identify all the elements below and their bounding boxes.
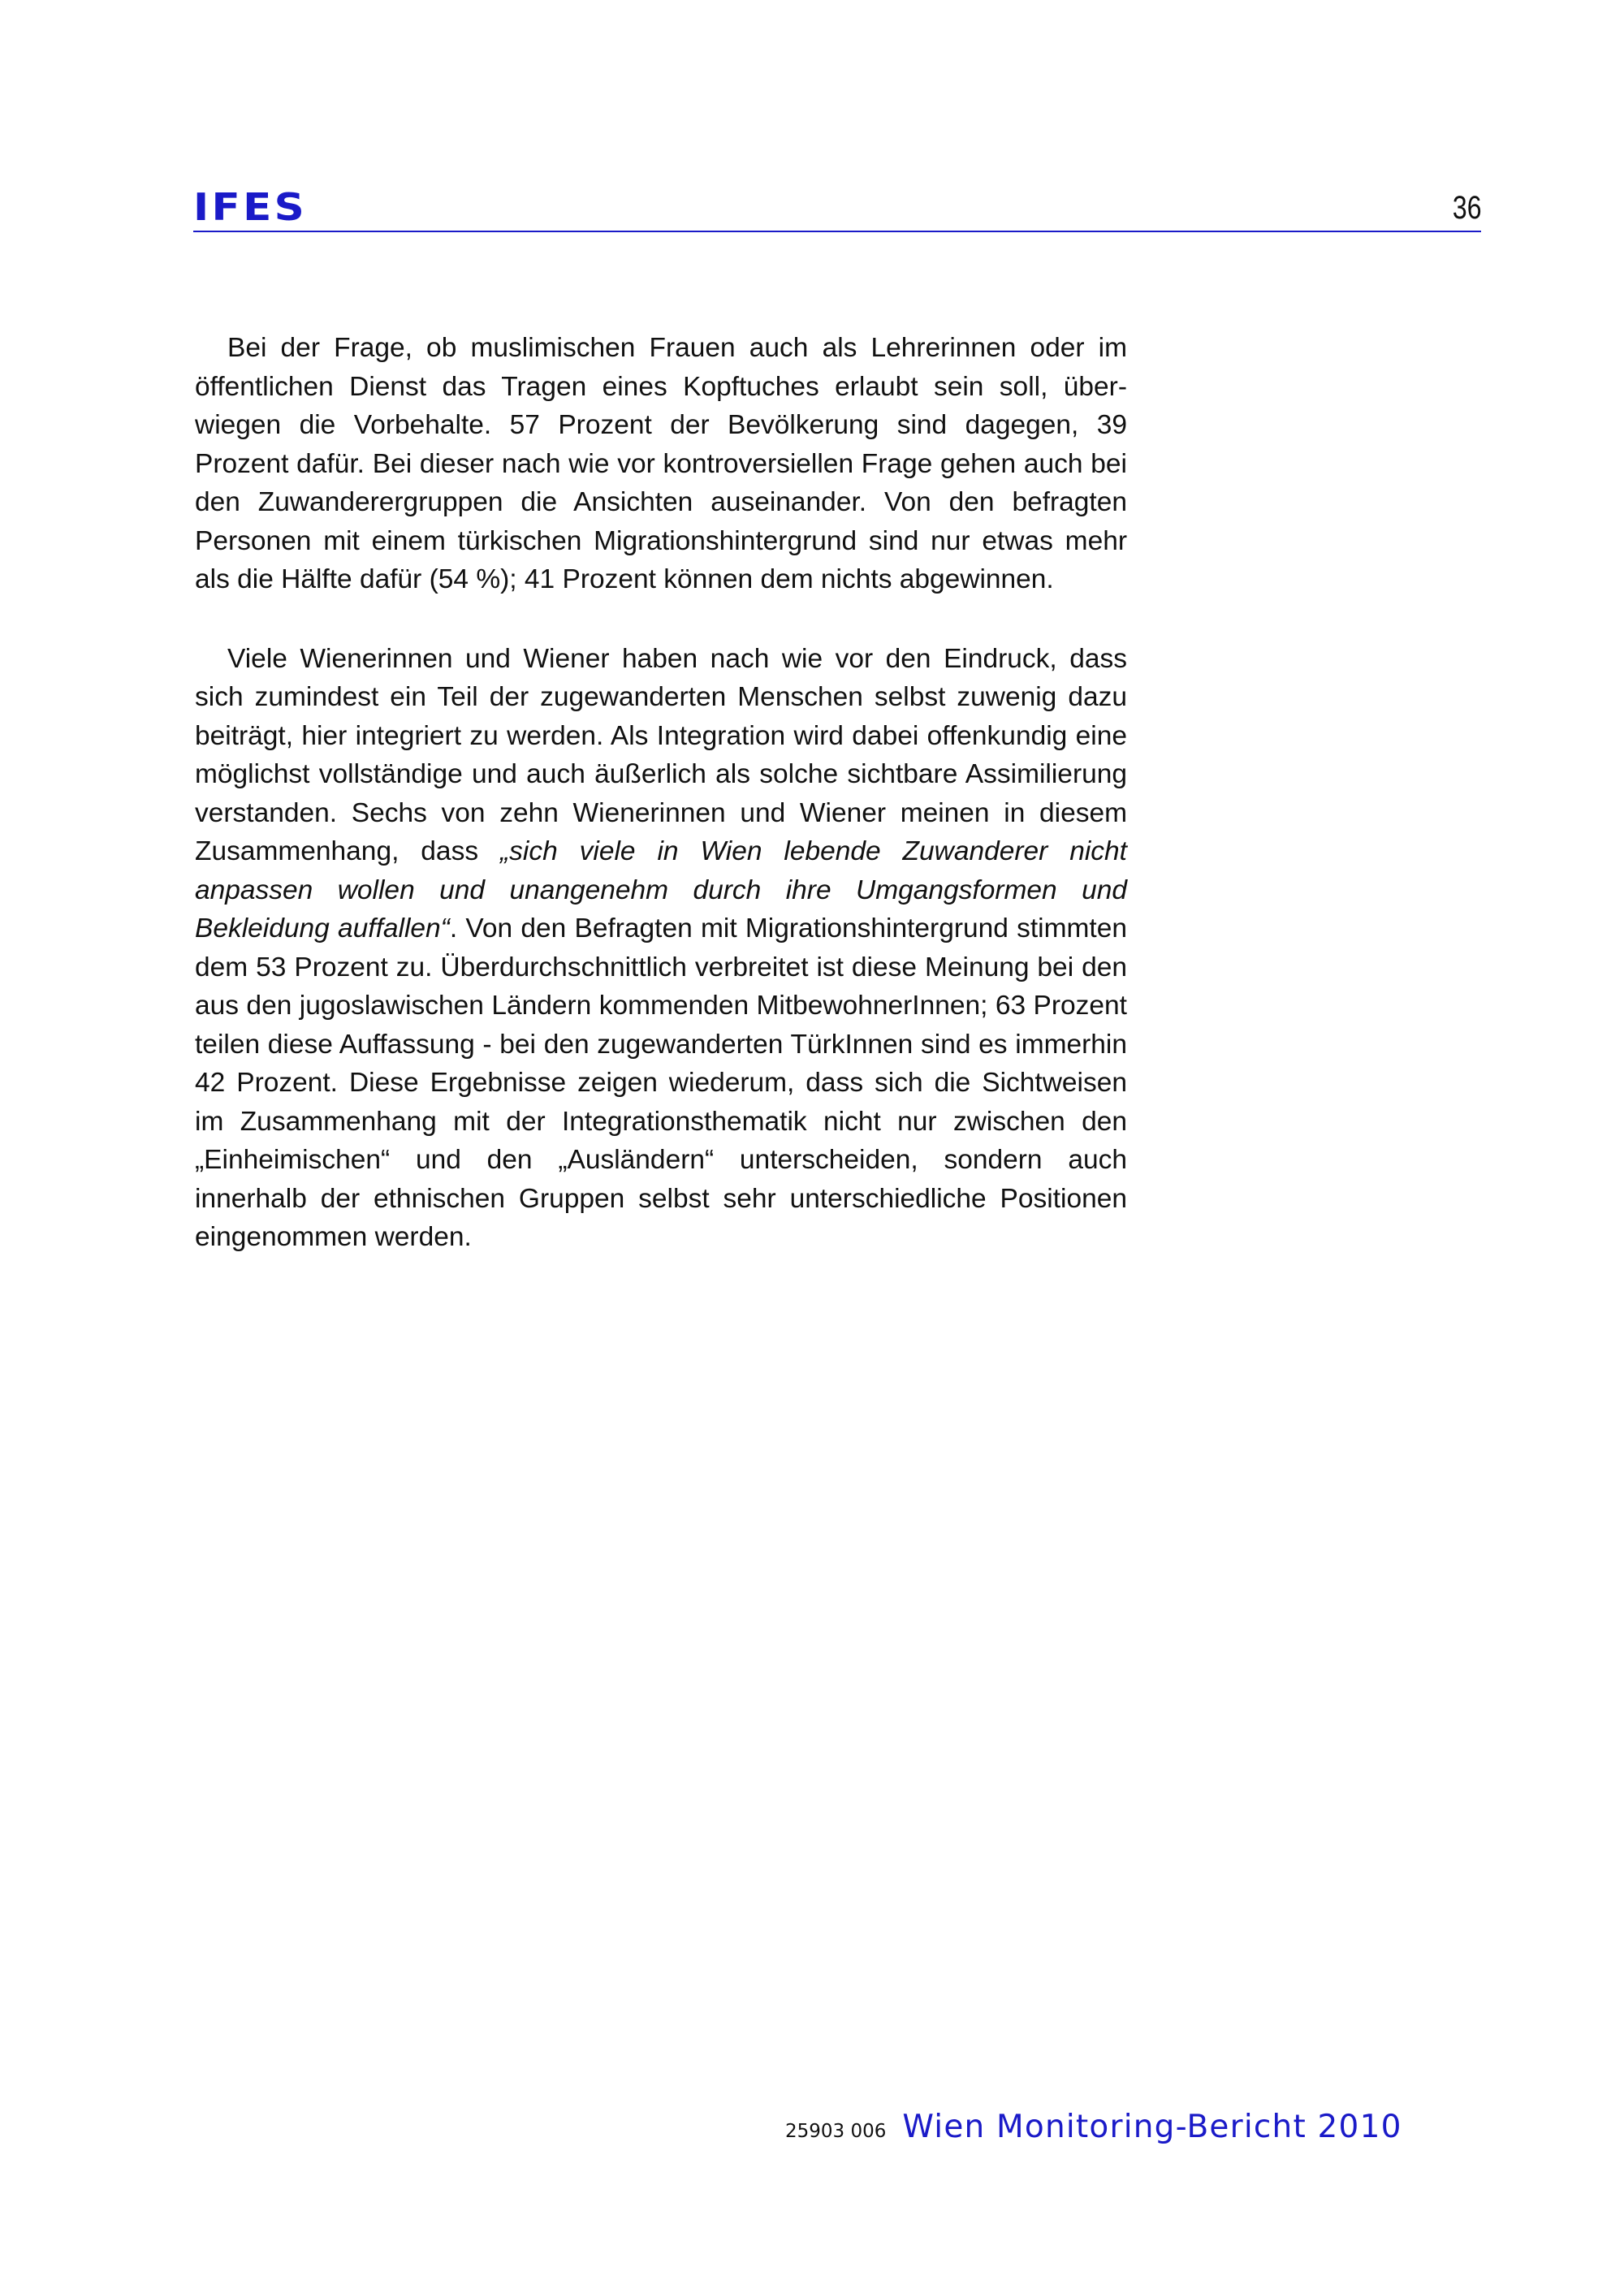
paragraph-headscarf: Bei der Frage, ob muslimischen Frauen auch als Lehrerinnen oder im öffentlichen Dienst das Tragen eines Kopftuches erlaubt sein soll, überwiegen die Vorbehalte. 57 Prozent der Bevölkerung sind dagegen, 39 Prozent dafür. Bei dieser nach wie vor kontroversiellen Frage gehen auch bei den Zuwanderergruppen die Ansichten auseinander. Von den befragten Personen mit einem türkischen Migrationshintergrund sind nur etwas mehr als die Hälfte dafür (54 %); 41 Prozent können dem nichts abgewinnen. (195, 333, 1127, 594)
paragraph-integration-intro: Viele Wienerinnen und Wiener haben nach wie vor den Eindruck, dass sich zumindest ein Teil der zugewanderten Menschen selbst zuwenig dazu beiträgt, hier integriert zu werden. Als Integration wird dabei offenkundig eine möglichst vollständige und auch äußerlich als solche sichtbare Assimilierung verstanden. Sechs von zehn Wienerinnen und Wiener meinen in diesem Zusammenhang, dass (195, 643, 1127, 866)
paragraph-integration (195, 640, 1127, 1257)
page-footer (785, 2109, 1402, 2145)
survey-quote: „sich viele in Wien lebende Zuwanderer nicht anpassen wollen und unangenehm durch ihre Umgangsformen und Bekleidung auffallen“ (195, 836, 1127, 944)
ifes-logo: IFES (193, 185, 308, 229)
report-number: 25903 006 (785, 2121, 887, 2142)
paragraph-integration-rest: . Von den Befragten mit Migrationshintergrund stimmten dem 53 Prozent zu. Überdurchschnittlich verbreitet ist diese Meinung bei den aus den jugoslawischen Ländern kommenden MitbewohnerInnen; 63 Prozent teilen diese Auffassung - bei den zugewanderten TürkInnen sind es immerhin 42 Prozent. Diese Ergebnisse zeigen wiederum, dass sich die Sichtweisen im Zusammenhang mit der Integrationsthematik nicht nur zwischen den „Einheimischen“ und den „Ausländern“ unterscheiden, sondern auch innerhalb der ethnischen Gruppen selbst sehr unterschiedliche Positionen eingenommen werden. (195, 913, 1127, 1252)
body-text (195, 329, 1127, 1257)
report-title: Wien Monitoring-Bericht 2010 (902, 2109, 1402, 2145)
page-number: 36 (1452, 190, 1481, 226)
header-divider (193, 231, 1481, 232)
